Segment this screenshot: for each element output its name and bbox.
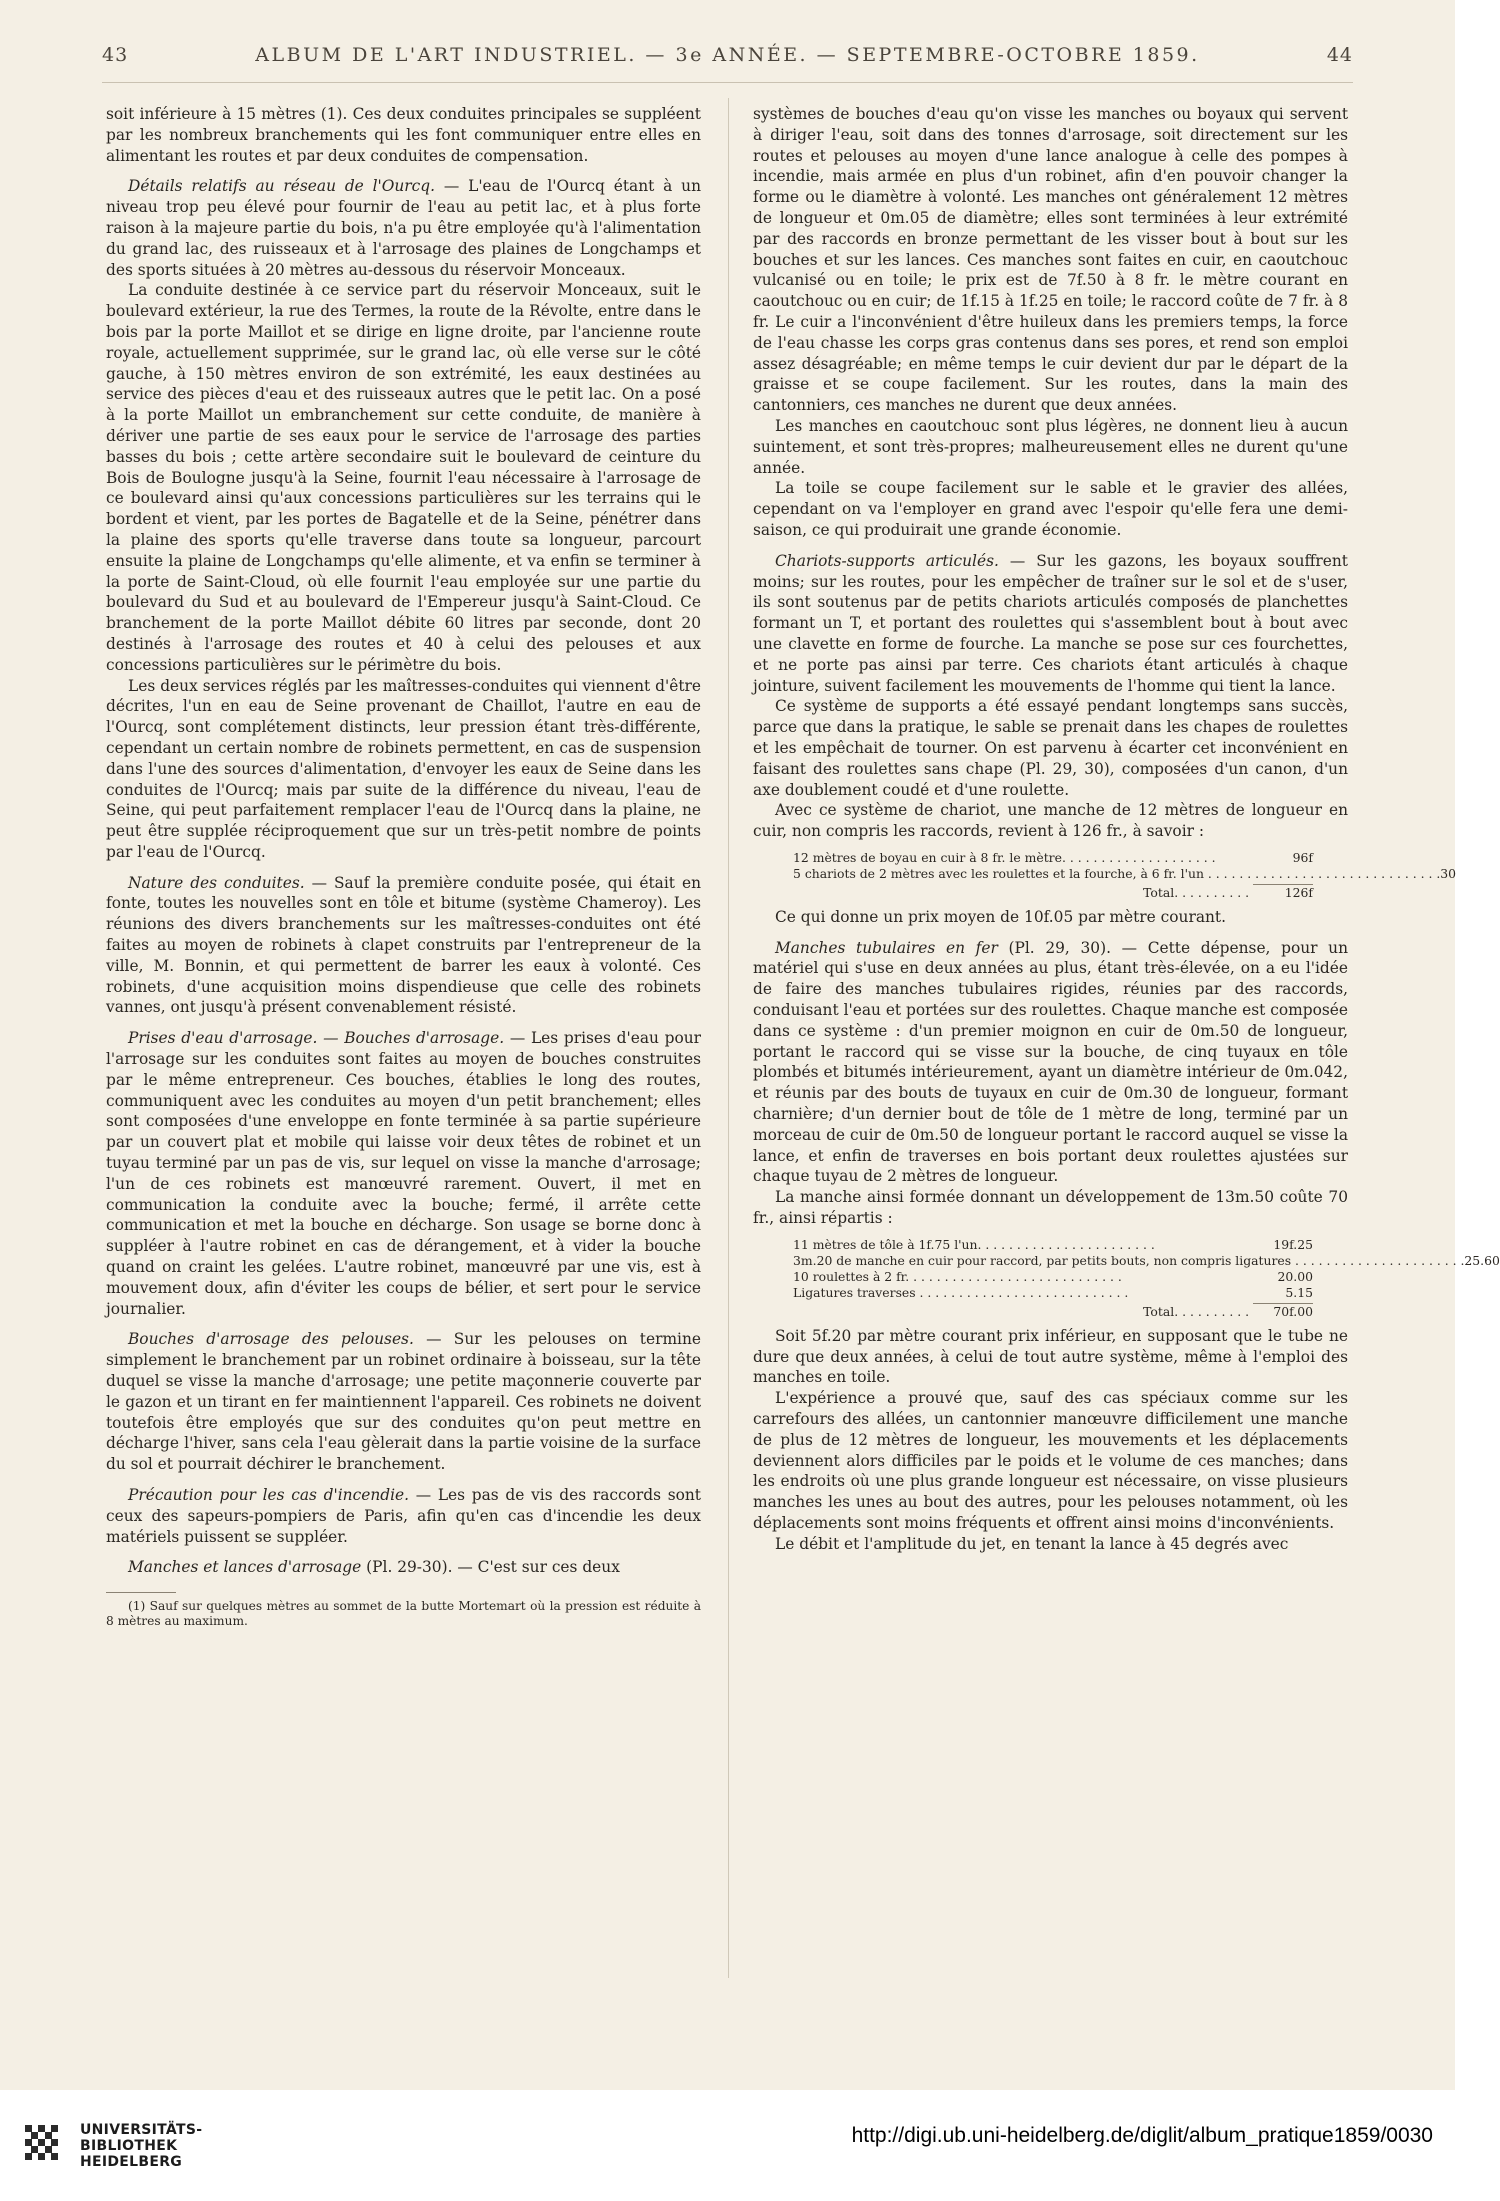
paragraph: La conduite destinée à ce service part du réservoir Monceaux, suit le boulevard extérieur, la rue des Termes, la route de la Révolte, entre dans le bois par la porte Maillot et se dirige en ligne droite, par l'ancienne route royale, actuellement supprimée, sur le grand lac, où elle verse sur le côté gauche, à 150 mètres environ de son extrémité, les eaux destinées au service des pièces d'eau et des ruisseaux autres que le petit lac. On a posé à la porte Maillot un embranchement sur cette conduite, de manière à dériver une partie de ses eaux pour le service de l'arrosage des parties basses du bois ; cette artère secondaire suit le boulevard de ceinture du Bois de Boulogne jusqu'à la Seine, fournit l'eau nécessaire à l'arrosage de ce boulevard ainsi qu'aux concessions particulières sur les terrains qui le bordent et vient, par les portes de Bagatelle et de la Seine, pénétrer dans la plaine des sports qu'elle traverse dans toute sa longueur, parcourt ensuite la plaine de Longchamps qu'elle alimente, et va enfin se terminer à la porte de Saint-Cloud, où elle fournit l'eau employée sur une partie du boulevard du Sud et au boulevard de l'Empereur jusqu'à Saint-Cloud. Ce branchement de la porte Maillot débite 60 litres par seconde, dont 20 destinés à l'arrosage des routes et 40 à celui des pelouses et aux concessions particulières sur le périmètre du bois. <box>106 281 701 674</box>
paragraph-text: (Pl. 29-30). — C'est sur ces deux <box>361 1558 620 1577</box>
paragraph: Les manches en caoutchouc sont plus légères, ne donnent lieu à aucun suintement, et sont très-propres; malheureusement elles ne durent qu'une année. <box>753 416 1348 477</box>
table-row <box>793 865 1457 882</box>
paragraph: La manche ainsi formée donnant un développement de 13m.50 coûte 70 fr., ainsi répartis : <box>753 1188 1348 1228</box>
library-logo-icon <box>22 2122 62 2162</box>
paragraph <box>106 873 701 1019</box>
table-cell-desc: 11 mètres de tôle à 1f.75 l'un. . . . . . . . . . . . . . . . . . . . . . . <box>793 1236 1155 1252</box>
library-name-line1: UNIVERSITÄTS- <box>80 2122 203 2138</box>
section-heading: Détails relatifs au réseau de l'Ourcq. <box>128 177 436 196</box>
paragraph-text: — Sauf la première conduite posée, qui était en fonte, toutes les nouvelles sont en tôle et bitume (système Chameroy). Les réunions des divers branchements sur les maîtresses-conduites ont été faites au moyen de robinets à clapet construits par l'entrepreneur de la ville, M. Bonnin, et qui permettent de barrer les eaux à volonté. Ces robinets, d'une acquisition moins dispendieuse que celle des robinets vannes, ont jusqu'à présent convenablement résisté. <box>106 873 701 1017</box>
table-cell-desc: 12 mètres de boyau en cuir à 8 fr. le mètre. . . . . . . . . . . . . . . . . . . . <box>793 849 1216 865</box>
library-name-line3: HEIDELBERG <box>80 2154 183 2170</box>
section-heading: Prises d'eau d'arrosage. — Bouches d'arrosage. <box>128 1029 505 1048</box>
table-row <box>793 850 1313 866</box>
page-number-left: 43 <box>102 44 129 66</box>
source-url-link[interactable]: http://digi.ub.uni-heidelberg.de/diglit/album_pratique1859/0030 <box>851 2124 1433 2147</box>
cost-table-tubular <box>793 1236 1500 1320</box>
running-header <box>102 44 1353 72</box>
paragraph-text: — Sur les pelouses on termine simplement le branchement par un robinet ordinaire à boisseau, sur la tête duquel se visse la manche d'arrosage; une petite maçonnerie couverte par le gazon et un tirant en fer maintiennent l'appareil. Ces robinets ne doivent toutefois être employés que sur des conduites qu'on peut mettre en décharge l'hiver, sans cela l'eau gèlerait dans la partie voisine de la surface du sol et pourrait déchirer le branchement. <box>106 1330 701 1474</box>
section-heading: Chariots-supports articulés. <box>775 551 999 570</box>
paragraph: Ce qui donne un prix moyen de 10f.05 par mètre courant. <box>775 907 1226 926</box>
table-cell-value: 96f <box>1292 849 1313 865</box>
table-cell-desc: 5 chariots de 2 mètres avec les roulettes et la fourche, à 6 fr. l'un . . . . . . . . . . . . . . . . . . . . . . . . . . . . . . <box>793 865 1441 881</box>
paragraph <box>106 1329 701 1475</box>
paragraph-text: — Sur les gazons, les boyaux souffrent moins; sur les routes, pour les empêcher de traîner sur le sol et de s'user, ils sont soutenus par de petits chariots articulés composés de planchettes formant un T, et portant des roulettes qui s'assemblent bout à bout avec une clavette en forme de fourche. La manche se pose sur ces fourchettes, et ne porte pas ainsi par terre. Ces chariots étant articulés à chaque jointure, suivent facilement les mouvements de l'homme qui tient la lance. <box>753 551 1348 695</box>
table-cell-value: 5.15 <box>1285 1284 1313 1300</box>
table-row <box>793 1269 1313 1285</box>
paragraph-text: — Les pas de vis des raccords sont ceux des sapeurs-pompiers de Paris, afin qu'en cas d'incendie les deux matériels puissent se suppléer. <box>106 1486 701 1546</box>
total-value: 70f.00 <box>1253 1303 1313 1320</box>
paragraph: Avec ce système de chariot, une manche de 12 mètres de longueur en cuir, non compris les raccords, revient à 126 fr., à savoir : <box>753 801 1348 841</box>
table-row <box>793 1252 1500 1269</box>
table-total <box>793 1303 1313 1320</box>
paragraph-text: — L'eau de l'Ourcq étant à un niveau trop peu élevé pour fournir de l'eau au petit lac, et à plus forte raison à la majeure partie du bois, n'a pu être employée qu'à l'alimentation du grand lac, des ruisseaux et à l'arrosage des plaines de Longchamps et des sports situées à 20 mètres au-dessous du réservoir Monceaux. <box>106 177 701 279</box>
paragraph: Le débit et l'amplitude du jet, en tenant la lance à 45 degrés avec <box>775 1534 1289 1553</box>
paragraph <box>106 1485 701 1547</box>
paragraph-text: (Pl. 29, 30). — Cette dépense, pour un matériel qui s'use en deux années au plus, étant très-élevée, on a eu l'idée de faire des manches tubulaires rigides, réunies par des raccords, conduisant l'eau et portées sur des roulettes. Chaque manche est composée dans ce système : d'un premier moignon en cuir de 0m.50 de longueur, portant le raccord qui se visse sur la bouche, de cinq tuyaux en tôle plombés et bitumés intérieurement, ayant un diamètre intérieur de 0m.042, et réunis par des bouts de tuyaux en cuir de 0m.30 de longueur, formant charnière; d'un dernier bout de tôle de 1 mètre de long, terminé par un morceau de cuir de 0m.50 de longueur portant le raccord auquel se visse la lance, et enfin de traverses en bois portant deux roulettes ajustées sur chaque tuyau de 2 mètres de longueur. <box>753 938 1348 1186</box>
page-number-right: 44 <box>1326 44 1353 66</box>
right-column <box>753 104 1500 1555</box>
total-label: Total. . . . . . . . . . <box>1143 1303 1250 1319</box>
paragraph: Ce système de supports a été essayé pendant longtemps sans succès, parce que dans la pratique, le sable se prenait dans les chapes de roulettes et les empêchait de tourner. On est parvenu à écarter cet inconvénient en faisant des roulettes sans chape (Pl. 29, 30), composées d'un canon, d'un axe doublement coudé et d'une roulette. <box>753 697 1348 799</box>
paragraph <box>106 176 701 280</box>
table-cell-value: 25.60 <box>1464 1252 1500 1268</box>
table-row <box>793 1285 1313 1301</box>
paragraph-text: — Les prises d'eau pour l'arrosage sur les conduites sont faites au moyen de bouches construites par le même entrepreneur. Ces bouches, établies le long des routes, communiquent avec les conduites au moyen d'un petit branchement; elles sont composées d'une enveloppe en fonte terminée à sa partie supérieure par un couvert plat et mobile qui laisse voir deux têtes de robinet et un tuyau terminé par un pas de vis, sur lequel on visse la manche d'arrosage; l'un de ces robinets est manœuvré rarement. Ouvert, il met en communication la conduite avec la bouche; fermé, il arrête cette communication et met la bouche en décharge. Son usage se borne donc à suppléer à l'autre robinet en cas de dérangement, et à vider la bouche quand on craint les gelées. L'autre robinet, manœuvré par une vis, est à mouvement doux, afin d'éviter les coups de bélier, et sert pour le service journalier. <box>106 1029 702 1318</box>
table-cell-desc: 10 roulettes à 2 fr. . . . . . . . . . . . . . . . . . . . . . . . . . . . <box>793 1268 1122 1284</box>
library-name-line2: BIBLIOTHEK <box>80 2138 178 2154</box>
total-value: 126f <box>1253 884 1313 901</box>
section-heading: Nature des conduites. <box>128 873 305 892</box>
cost-table-chariot <box>793 849 1457 901</box>
table-total <box>793 884 1313 901</box>
paragraph <box>753 938 1348 1188</box>
paragraph: Les deux services réglés par les maîtresses-conduites qui viennent d'être décrites, l'un en eau de Seine provenant de Chaillot, l'autre en eau de l'Ourcq, sont complétement distincts, leur pression étant très-différente, cependant un certain nombre de robinets permettent, en cas de suspension dans l'une des sources d'alimentation, d'envoyer les eaux de Seine dans les conduites de l'Ourcq; mais par suite de la différence du niveau, l'eau de Seine, qui peut parfaitement remplacer l'eau de l'Ourcq dans la plaine, ne peut être supplée réciproquement que sur un très-petit nombre de points par l'eau de l'Ourcq. <box>106 676 701 861</box>
header-rule <box>102 82 1353 83</box>
section-heading: Précaution pour les cas d'incendie. <box>128 1486 410 1504</box>
table-cell-value: 20.00 <box>1277 1268 1313 1284</box>
table-cell-value: 30 <box>1440 865 1457 881</box>
section-heading: Manches et lances d'arrosage <box>128 1558 362 1577</box>
total-label: Total. . . . . . . . . . <box>1143 884 1250 900</box>
paragraph: La toile se coupe facilement sur le sable et le gravier des allées, cependant on va l'employer en grand avec l'espoir qu'elle fera une demi-saison, ce qui produirait une grande économie. <box>753 479 1348 539</box>
table-cell-value: 19f.25 <box>1273 1236 1313 1252</box>
running-title: ALBUM DE L'ART INDUSTRIEL. — 3e ANNÉE. — SEPTEMBRE-OCTOBRE 1859. <box>255 44 1200 66</box>
footnote-rule <box>106 1592 176 1593</box>
paragraph <box>753 551 1348 697</box>
paragraph: systèmes de bouches d'eau qu'on visse les manches ou boyaux qui servent à diriger l'eau, soit dans des tonnes d'arrosage, soit directement sur les routes et pelouses au moyen d'une lance analogue à celle des pompes à incendie, mais armée en plus d'un robinet, afin d'en pouvoir changer la forme ou le diamètre à volonté. Les manches ont généralement 12 mètres de longueur et 0m.05 de diamètre; elles sont terminées à leur extrémité par des raccords en bronze permettant de les visser bout à bout sur les bouches et sur les lances. Ces manches sont faites en cuir, en caoutchouc vulcanisé ou en toile; le prix est de 7f.50 à 8 fr. le mètre courant en caoutchouc ou en cuir; de 1f.15 à 1f.25 en toile; le raccord coûte de 7 fr. à 8 fr. Le cuir a l'inconvénient d'être huileux dans les premiers temps, la force de l'eau chasse les corps gras contenus dans ses pores, et rend son emploi assez désagréable; en même temps le cuir devient dur par le départ de la graisse et se coupe facilement. Sur les routes, dans la main des cantonniers, ces manches ne durent que deux années. <box>753 105 1348 415</box>
section-heading: Manches tubulaires en fer <box>775 938 998 957</box>
column-divider <box>728 98 729 1978</box>
paragraph: soit inférieure à 15 mètres (1). Ces deux conduites principales se suppléent par les nombreux branchements qui les font communiquer entre elles en alimentant les routes et par deux conduites de compensation. <box>106 105 701 165</box>
section-heading: Bouches d'arrosage des pelouses. <box>128 1330 414 1349</box>
left-column <box>106 104 701 1629</box>
table-cell-desc: 3m.20 de manche en cuir pour raccord, par petits bouts, non compris ligatures . . . . . . . . . . . . . . . . . . . . . . <box>793 1252 1465 1268</box>
paragraph <box>106 1028 701 1319</box>
library-footer <box>0 2090 1455 2201</box>
paragraph: L'expérience a prouvé que, sauf des cas spéciaux comme sur les carrefours des allées, un cantonnier manœuvre difficilement une manche de plus de 12 mètres de longueur, les mouvements et les déplacements deviennent alors difficiles par le poids et le volume de ces manches; dans les endroits où une plus grande longueur est nécessaire, on visse plusieurs manches les unes au bout des autres, pour les pelouses notamment, où les déplacements sont moins fréquents et offrent ainsi moins d'inconvénients. <box>753 1389 1348 1533</box>
footnote: (1) Sauf sur quelques mètres au sommet de la butte Mortemart où la pression est réduite à 8 mètres au maximum. <box>106 1599 701 1629</box>
paragraph <box>106 1557 701 1578</box>
table-row <box>793 1237 1313 1253</box>
table-cell-desc: Ligatures traverses . . . . . . . . . . . . . . . . . . . . . . . . . . . <box>793 1284 1129 1300</box>
paragraph: Soit 5f.20 par mètre courant prix inférieur, en supposant que le tube ne dure que deux années, à celui de tout autre système, même à l'emploi des manches en toile. <box>753 1326 1348 1387</box>
